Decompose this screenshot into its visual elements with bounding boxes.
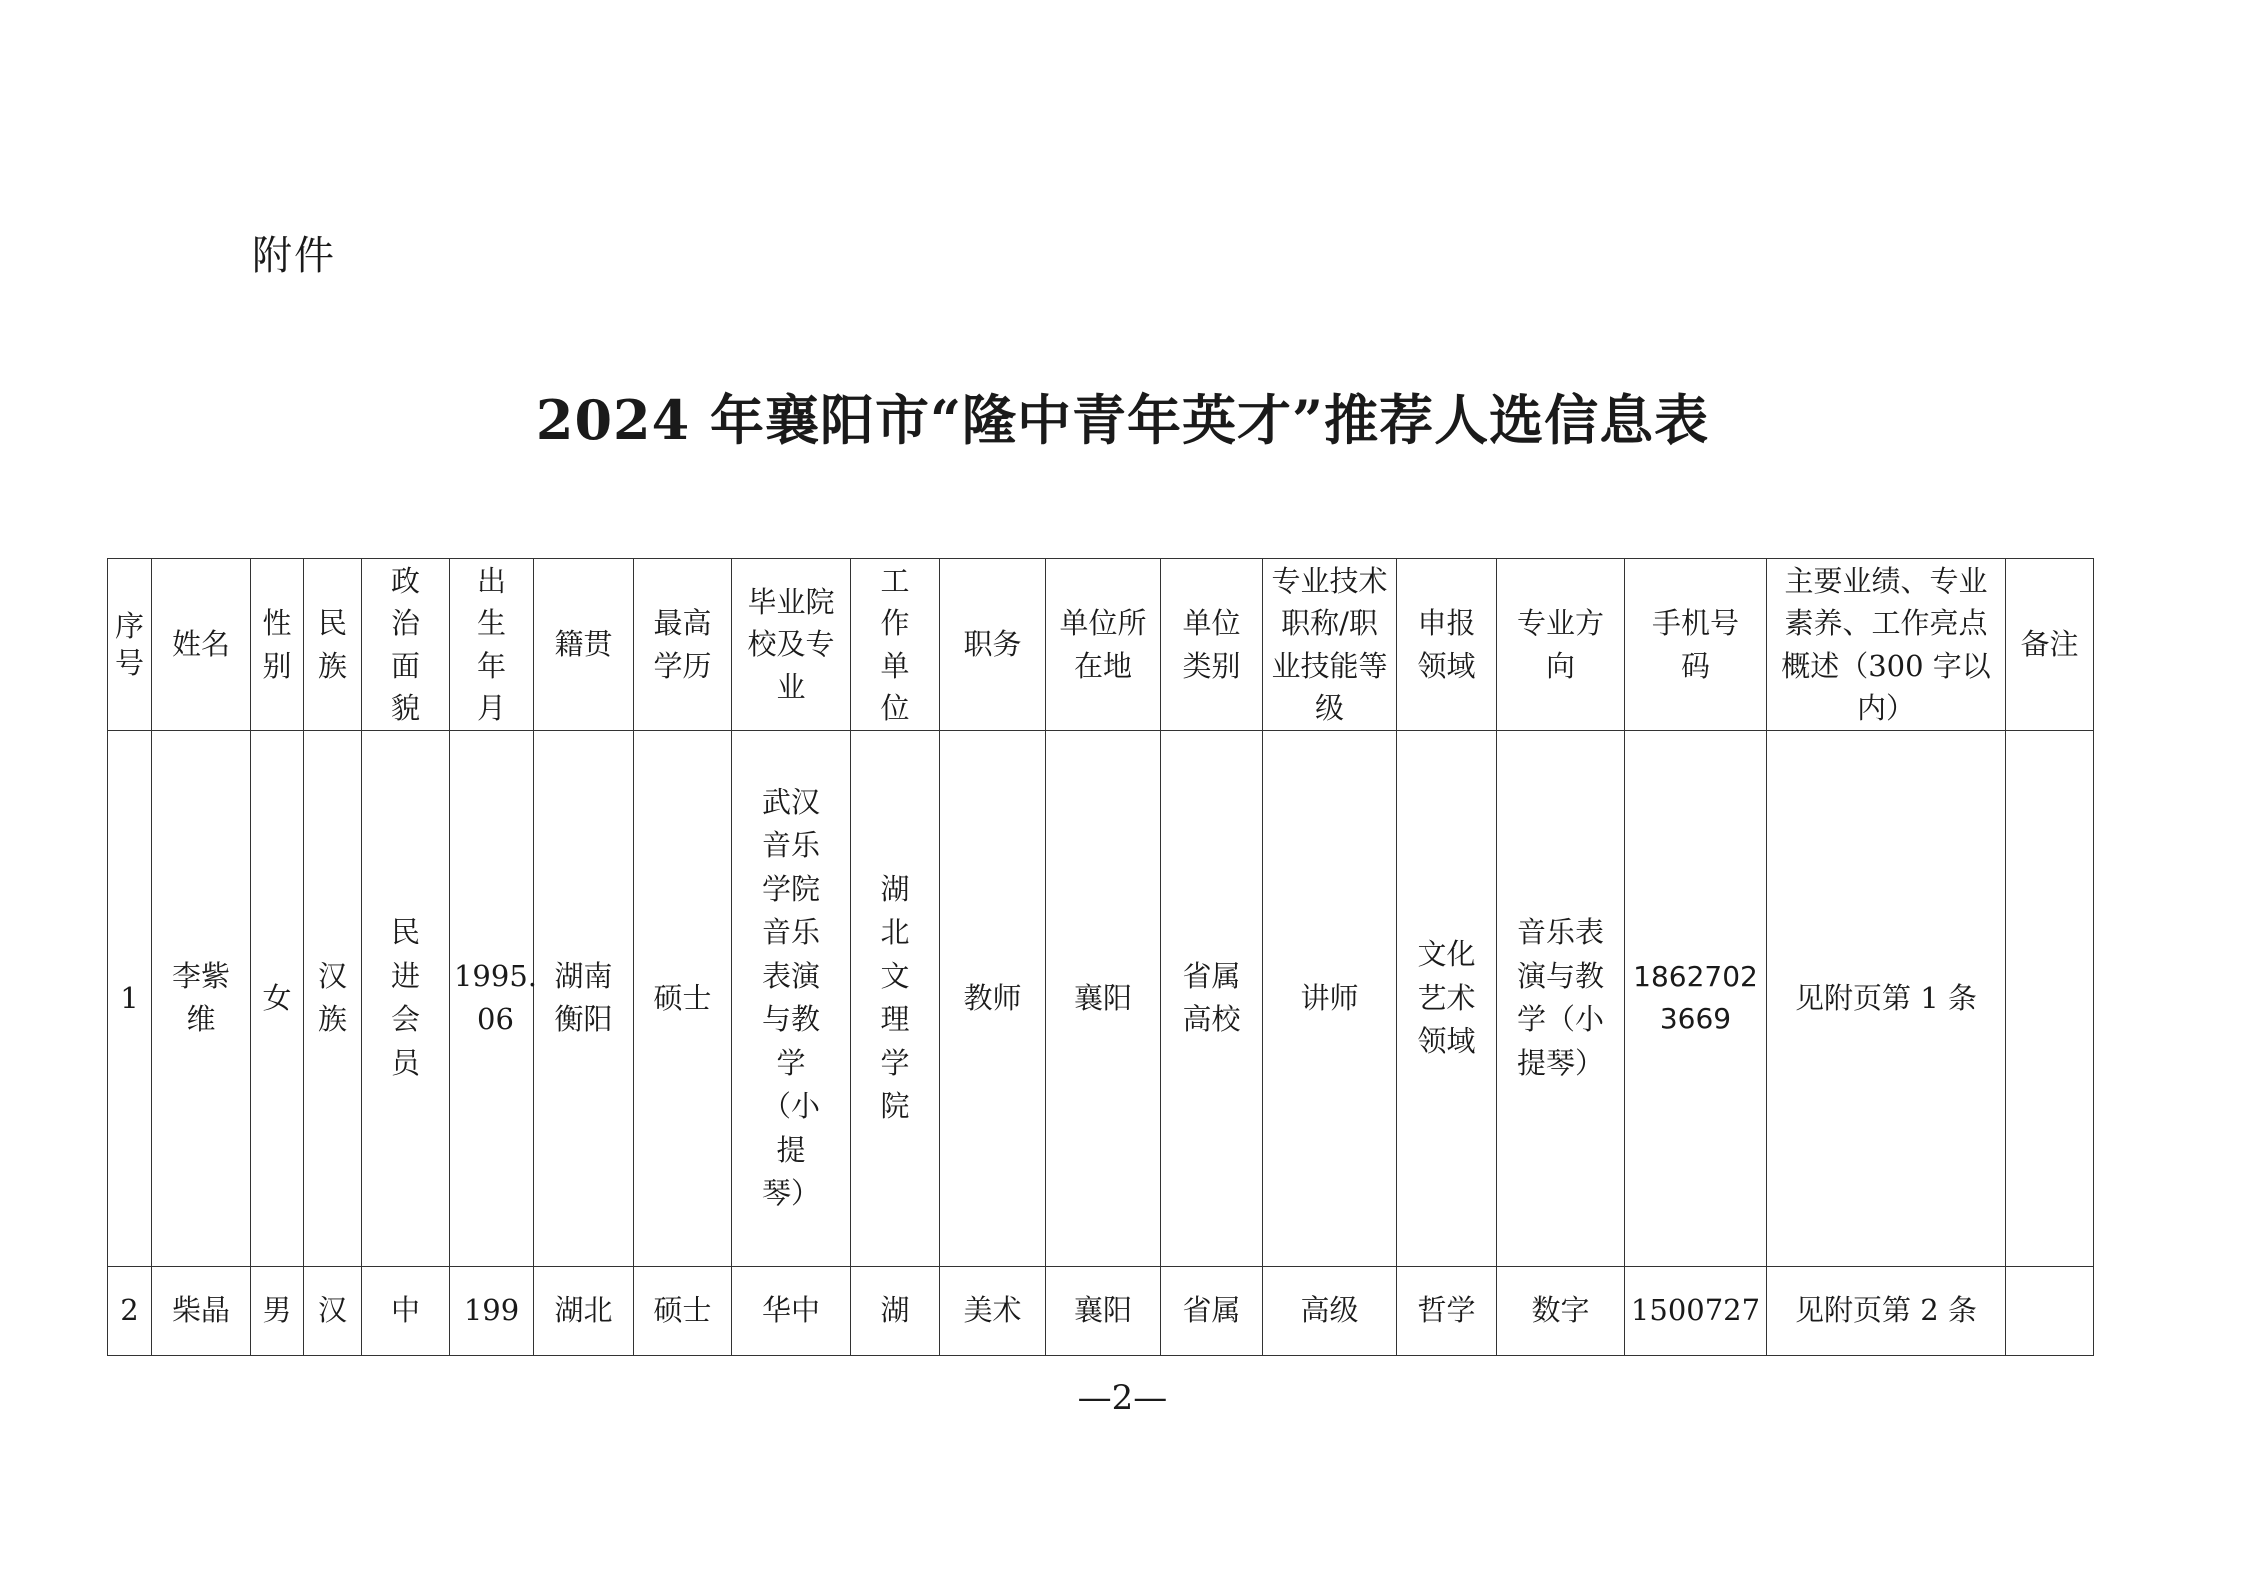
cell-education: 硕士 <box>634 1266 732 1355</box>
cell-seq: 2 <box>108 1266 152 1355</box>
table-row <box>108 1266 2094 1355</box>
col-header-summary: 主要业绩、专业素养、工作亮点概述（300 字以内） <box>1767 559 2006 731</box>
cell-field: 哲学 <box>1397 1266 1497 1355</box>
cell-employer: 湖 <box>851 1266 940 1355</box>
col-header-title-level: 专业技术职称/职业技能等级 <box>1263 559 1397 731</box>
col-header-education: 最高学历 <box>634 559 732 731</box>
col-header-position: 职务 <box>940 559 1046 731</box>
cell-direction: 数字 <box>1497 1266 1625 1355</box>
cell-position: 美术 <box>940 1266 1046 1355</box>
col-header-direction: 专业方向 <box>1497 559 1625 731</box>
cell-location: 襄阳 <box>1046 1266 1161 1355</box>
attachment-label: 附件 <box>252 233 336 279</box>
cell-birth: 1995.06 <box>450 731 534 1267</box>
col-header-field: 申报领域 <box>1397 559 1497 731</box>
cell-employer: 湖北文理学院 <box>851 731 940 1267</box>
cell-politics: 中 <box>362 1266 450 1355</box>
cell-seq: 1 <box>108 731 152 1267</box>
cell-field: 文化艺术领域 <box>1397 731 1497 1267</box>
cell-school-major: 华中 <box>732 1266 851 1355</box>
cell-native-place: 湖北 <box>534 1266 634 1355</box>
cell-gender: 女 <box>251 731 304 1267</box>
col-header-birth: 出生年月 <box>450 559 534 731</box>
table-header-row <box>108 559 2094 731</box>
col-header-school-major: 毕业院校及专业 <box>732 559 851 731</box>
cell-phone: 18627023669 <box>1625 731 1767 1267</box>
col-header-name: 姓名 <box>152 559 251 731</box>
cell-unit-type: 省属高校 <box>1161 731 1263 1267</box>
cell-location: 襄阳 <box>1046 731 1161 1267</box>
cell-unit-type: 省属 <box>1161 1266 1263 1355</box>
cell-title-level: 高级 <box>1263 1266 1397 1355</box>
col-header-location: 单位所在地 <box>1046 559 1161 731</box>
cell-title-level: 讲师 <box>1263 731 1397 1267</box>
cell-politics: 民进会员 <box>362 731 450 1267</box>
cell-ethnicity: 汉族 <box>304 731 362 1267</box>
col-header-native-place: 籍贯 <box>534 559 634 731</box>
cell-gender: 男 <box>251 1266 304 1355</box>
cell-native-place: 湖南衡阳 <box>534 731 634 1267</box>
col-header-ethnicity: 民族 <box>304 559 362 731</box>
cell-name: 李紫维 <box>152 731 251 1267</box>
col-header-remark: 备注 <box>2006 559 2094 731</box>
cell-direction: 音乐表演与教学（小提琴） <box>1497 731 1625 1267</box>
col-header-unit-type: 单位类别 <box>1161 559 1263 731</box>
col-header-seq: 序号 <box>108 559 152 731</box>
page-number: —2— <box>1077 1378 1168 1418</box>
cell-education: 硕士 <box>634 731 732 1267</box>
cell-remark <box>2006 731 2094 1267</box>
cell-birth: 199 <box>450 1266 534 1355</box>
col-header-politics: 政治面貌 <box>362 559 450 731</box>
cell-school-major: 武汉音乐学院音乐表演与教学（小提琴） <box>732 731 851 1267</box>
col-header-phone: 手机号码 <box>1625 559 1767 731</box>
page-title: 2024 年襄阳市“隆中青年英才”推荐人选信息表 <box>535 388 1710 452</box>
table-row <box>108 731 2094 1267</box>
cell-remark <box>2006 1266 2094 1355</box>
cell-phone: 1500727 <box>1625 1266 1767 1355</box>
col-header-gender: 性别 <box>251 559 304 731</box>
cell-name: 柴晶 <box>152 1266 251 1355</box>
candidate-info-table <box>107 558 2094 1356</box>
cell-summary: 见附页第 2 条 <box>1767 1266 2006 1355</box>
cell-summary: 见附页第 1 条 <box>1767 731 2006 1267</box>
col-header-employer: 工作单位 <box>851 559 940 731</box>
cell-position: 教师 <box>940 731 1046 1267</box>
cell-ethnicity: 汉 <box>304 1266 362 1355</box>
